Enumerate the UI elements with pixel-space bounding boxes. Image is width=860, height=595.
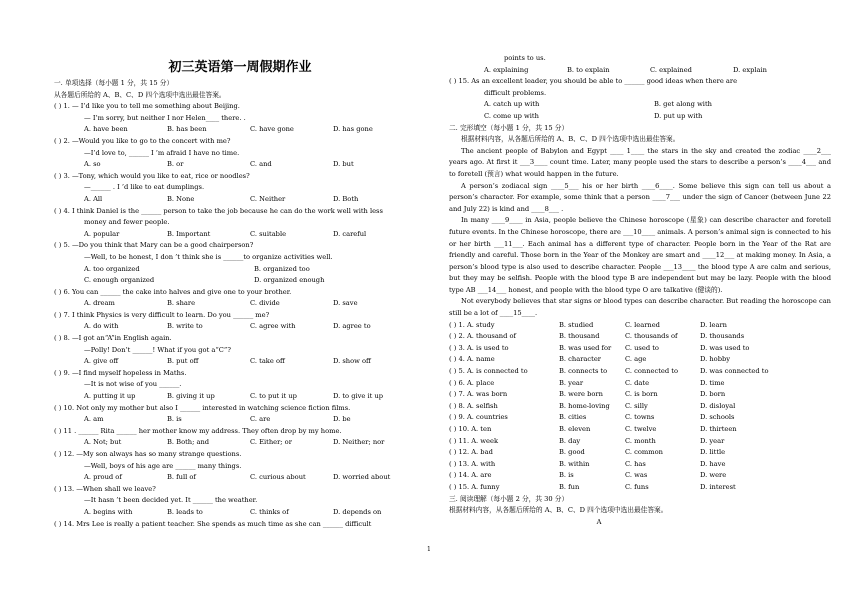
page-number: 1 xyxy=(427,546,431,553)
question-options xyxy=(54,298,426,310)
option: C. used to xyxy=(625,343,659,352)
option: C. take off xyxy=(250,357,285,366)
option: C. common xyxy=(625,448,663,457)
option: A. All xyxy=(84,194,103,203)
option: C. divide xyxy=(250,299,280,308)
question-item xyxy=(54,101,426,136)
question-15-continuation: difficult problems. xyxy=(484,88,547,97)
question-item xyxy=(54,484,426,519)
question-stem: ( ) 5. —Do you think that Mary can be a good chairperson? xyxy=(54,241,254,250)
question-options xyxy=(54,264,426,276)
option: D. organized enough xyxy=(254,276,325,285)
passage-paragraph: A person’s zodiacal sign ____5___ his or her birth ____6____. Some believe this sign can tell us about a person’s character. For example, some think that a person ____7___ under the sign of Cancer (between June 22 and July 22) is kind and ____8___ . xyxy=(449,181,831,213)
question-continuation: —Well, to be honest, I don ’t think she is ______to organize activities well. xyxy=(84,252,333,261)
multiple-choice-list xyxy=(54,101,426,518)
question-item xyxy=(54,240,426,286)
section3-instruction: 根据材料内容，从各题后所给的 A、B、C、D 四个选项中选出最佳答案。 xyxy=(449,506,668,515)
option: D. be xyxy=(333,415,351,424)
option: B. connects to xyxy=(559,367,608,376)
option: B. home-loving xyxy=(559,401,610,410)
section2-instruction: 根据材料内容，从各题后所给的 A、B、C、D 四个选项中选出最佳答案。 xyxy=(461,135,680,144)
option: D. worried about xyxy=(333,473,391,482)
option: B. has been xyxy=(167,125,207,134)
cloze-option-row xyxy=(449,378,831,390)
cloze-option-row xyxy=(449,412,831,424)
option: B. eleven xyxy=(559,425,591,433)
cloze-question: ( ) 8. A. selfish xyxy=(449,401,498,410)
question-stem: ( ) 12. —My son always has so many strange questions. xyxy=(54,450,242,458)
option: C. explained xyxy=(650,65,692,74)
cloze-option-row xyxy=(449,331,831,343)
option: D. were xyxy=(700,471,727,480)
option: B. None xyxy=(167,194,195,203)
cloze-option-row xyxy=(449,366,831,378)
option: B. write to xyxy=(167,322,203,331)
cloze-question: ( ) 12. A. bad xyxy=(449,448,493,457)
option: A. do with xyxy=(84,322,119,331)
question-14-stem: ( ) 14. Mrs Lee is really a patient teacher. She spends as much time as she can ______ difficult xyxy=(54,519,372,528)
option: B. to explain xyxy=(567,65,610,74)
cloze-option-row xyxy=(449,470,831,482)
option: C. Neither xyxy=(250,194,286,203)
option: C. suitable xyxy=(250,229,287,238)
question-continuation: —______ . I ’d like to eat dumplings. xyxy=(84,183,205,192)
question-options xyxy=(54,437,426,449)
cloze-question: ( ) 5. A. is connected to xyxy=(449,367,528,376)
option: D. but xyxy=(333,160,354,169)
option: D. show off xyxy=(333,357,371,366)
cloze-passage xyxy=(449,146,831,320)
option: D. time xyxy=(700,378,725,387)
question-options xyxy=(54,472,426,484)
cloze-question: ( ) 9. A. countries xyxy=(449,413,508,422)
cloze-option-row xyxy=(449,459,831,471)
option: D. learn xyxy=(700,320,727,329)
option: B. cities xyxy=(559,413,587,422)
option: B. is xyxy=(167,415,182,424)
question-14-continuation: points to us. xyxy=(504,54,546,62)
passage-paragraph: Not everybody believes that star signs or blood types can describe character. But reading the horoscope can still be a lot of ____15____. xyxy=(449,297,831,318)
question-stem: ( ) 8. —I got an“A”in English again. xyxy=(54,334,172,343)
section3-part-label: A xyxy=(596,517,602,526)
question-item xyxy=(54,403,426,426)
option: D. hobby xyxy=(700,355,731,364)
option: D. agree to xyxy=(333,322,371,331)
option: A. have been xyxy=(84,125,128,134)
cloze-question: ( ) 6. A. place xyxy=(449,378,495,387)
option: D. born xyxy=(700,390,726,399)
question-stem: ( ) 7. I think Physics is very difficult to learn. Do you ______ me? xyxy=(54,310,270,319)
option: C. Either; or xyxy=(250,438,292,447)
option: C. connected to xyxy=(625,367,678,376)
cloze-question: ( ) 15. A. funny xyxy=(449,482,500,491)
option: C. twelve xyxy=(625,425,657,433)
question-15-stem: ( ) 15. As an excellent leader, you should be able to ______ good ideas when there are xyxy=(449,77,738,86)
option: A. popular xyxy=(84,229,120,238)
option: B. was used for xyxy=(559,343,612,352)
page-title: 初三英语第一周假期作业 xyxy=(168,60,312,75)
option: B. good xyxy=(559,448,585,457)
question-stem: ( ) 11 . ______ Rita ______ her mother know my address. They often drop by my home. xyxy=(54,426,342,435)
cloze-option-row xyxy=(449,482,831,494)
option: D. thousands xyxy=(700,332,745,341)
question-continuation: — I’m sorry, but neither I nor Helen____ there. . xyxy=(84,113,246,122)
option: A. give off xyxy=(84,357,119,366)
option: A. catch up with xyxy=(484,100,540,109)
cloze-question: ( ) 13. A. with xyxy=(449,459,496,468)
question-stem: ( ) 4. I think Daniel is the ______ person to take the job because he can do the work well with less xyxy=(54,206,383,215)
option: D. save xyxy=(333,299,358,308)
question-options xyxy=(54,124,426,136)
question-15-options-row1 xyxy=(449,99,831,111)
option: D. to give it up xyxy=(333,392,384,401)
option: D. was used to xyxy=(700,343,750,352)
option: D. disloyal xyxy=(700,401,736,410)
cloze-question: ( ) 1. A. study xyxy=(449,320,495,329)
option: A. begins with xyxy=(84,507,133,516)
option: D. thirteen xyxy=(700,425,737,433)
question-options xyxy=(54,507,426,519)
option: B. year xyxy=(559,378,584,387)
option: D. little xyxy=(700,448,726,457)
option: B. or xyxy=(167,160,184,169)
option: B. get along with xyxy=(654,100,712,109)
question-item xyxy=(54,171,426,206)
option: C. have gone xyxy=(250,125,294,134)
question-options xyxy=(54,159,426,171)
cloze-question: ( ) 4. A. name xyxy=(449,355,495,364)
cloze-question: ( ) 3. A. is used to xyxy=(449,343,509,352)
cloze-option-row xyxy=(449,447,831,459)
option: C. towns xyxy=(625,413,655,422)
question-options xyxy=(54,356,426,368)
cloze-question: ( ) 11. A. week xyxy=(449,436,499,445)
option: B. full of xyxy=(167,473,196,482)
option: B. thousand xyxy=(559,332,600,341)
left-column xyxy=(54,0,426,530)
option: B. studied xyxy=(559,320,594,329)
question-continuation: —Polly! Don’t ______! What if you got a“C”? xyxy=(84,345,231,354)
option: C. is born xyxy=(625,390,658,399)
option: D. put up with xyxy=(654,111,703,120)
option: B. giving it up xyxy=(167,392,215,401)
option: B. Important xyxy=(167,229,211,238)
option: A. proud of xyxy=(84,473,122,482)
option: D. Both xyxy=(333,194,359,203)
option: C. come up with xyxy=(484,111,539,120)
question-continuation: —Well, boys of his age are ______ many things. xyxy=(84,461,242,470)
question-continuation: —It is not wise of you ______. xyxy=(84,380,182,389)
option: C. are xyxy=(250,415,271,424)
option: B. put off xyxy=(167,357,199,366)
question-item xyxy=(54,287,426,310)
question-item xyxy=(54,206,426,241)
question-stem: ( ) 3. —Tony, which would you like to eat, rice or noodles? xyxy=(54,171,250,180)
option: B. within xyxy=(559,459,590,468)
option: D. was connected to xyxy=(700,367,769,376)
question-continuation: —I’d love to, ______ I ’m afraid I have no time. xyxy=(84,148,240,157)
question-stem: ( ) 6. You can ______ the cake into halves and give one to your brother. xyxy=(54,287,292,296)
option: D. Neither; nor xyxy=(333,438,385,447)
section2-heading: 二. 完形填空（每小题 1 分，共 15 分） xyxy=(449,123,569,132)
option: A. so xyxy=(84,160,101,169)
question-15-options-row2 xyxy=(449,111,831,123)
option: A. dream xyxy=(84,299,115,308)
option: C. thousands of xyxy=(625,332,678,341)
question-stem: ( ) 1. — I’d like you to tell me something about Beijing. xyxy=(54,102,240,111)
option: A. explaining xyxy=(484,65,529,74)
option: C. has xyxy=(625,459,646,468)
question-options xyxy=(54,275,426,287)
question-options xyxy=(54,229,426,241)
option: C. curious about xyxy=(250,473,306,482)
cloze-option-row xyxy=(449,436,831,448)
option: C. silly xyxy=(625,401,648,410)
option: D. explain xyxy=(733,65,767,74)
option: D. has gone xyxy=(333,125,373,134)
question-options xyxy=(54,391,426,403)
question-options xyxy=(54,321,426,333)
option: A. putting it up xyxy=(84,392,136,401)
question-item xyxy=(54,426,426,449)
option: C. learned xyxy=(625,320,660,329)
option: B. Both; and xyxy=(167,438,210,447)
option: A. am xyxy=(84,415,104,424)
question-item xyxy=(54,368,426,403)
option: A. Not; but xyxy=(84,438,122,447)
cloze-option-row xyxy=(449,354,831,366)
section1-instruction: 从各题后所给的 A、B、C、D 四个选项中选出最佳答案。 xyxy=(54,90,226,99)
question-14-options xyxy=(449,65,831,77)
option: C. was xyxy=(625,471,648,480)
cloze-question: ( ) 10. A. ten xyxy=(449,425,492,433)
question-stem: ( ) 2. —Would you like to go to the concert with me? xyxy=(54,136,231,145)
passage-paragraph: In many ____9____ in Asia, people believe the Chinese horoscope (星象) can describe character and foretell future events. In the Chinese horoscope, there are ___10____ animals. A person’s animal sign is connected to his or her birth ___11___. Each animal has a different type of character. People born in the Year of the Rat are friendly and careful. Those born in the Year of the Monkey are smart and ____12___ at making money. In Asia, a person’s blood type is also used to describe character. People ___13____ the blood type A are calm and serious, but they may be selfish. People with the blood type B are independent but may be lazy. People with the blood type AB ___14___ honest, and people with the blood type O are talkative (健谈的). xyxy=(449,216,831,294)
option: C. thinks of xyxy=(250,507,289,516)
option: C. enough organized xyxy=(84,276,155,285)
option: C. age xyxy=(625,355,647,364)
option: C. funs xyxy=(625,482,649,491)
question-options xyxy=(54,414,426,426)
passage-paragraph: The ancient people of Babylon and Egypt ____ 1____ the stars in the sky and created the zodiac ____2___ years ago. At first it ___3____ count time. Later, many people used the stars to describe a person’s ____4___ and to foretell (预言) what would happen in the future. xyxy=(449,146,831,178)
question-item xyxy=(54,333,426,368)
option: D. careful xyxy=(333,229,367,238)
option: B. character xyxy=(559,355,601,364)
question-stem: ( ) 9. —I find myself hopeless in Maths. xyxy=(54,368,187,377)
question-item xyxy=(54,310,426,333)
option: B. share xyxy=(167,299,196,308)
option: B. fun xyxy=(559,482,580,491)
cloze-options-list xyxy=(449,320,831,494)
option: A. too organized xyxy=(84,264,140,273)
option: C. and xyxy=(250,160,272,169)
cloze-question: ( ) 2. A. thousand of xyxy=(449,332,517,341)
option: C. month xyxy=(625,436,656,445)
section1-heading: 一. 单项选择（每小题 1 分，共 15 分） xyxy=(54,79,174,87)
section3-heading: 三. 阅读理解（每小题 2 分，共 30 分） xyxy=(449,494,569,503)
option: B. day xyxy=(559,436,581,445)
option: B. leads to xyxy=(167,507,203,516)
cloze-option-row xyxy=(449,320,831,332)
question-continuation: money and fewer people. xyxy=(84,218,170,227)
option: D. schools xyxy=(700,413,735,422)
question-options xyxy=(54,194,426,206)
option: B. is xyxy=(559,471,574,480)
option: D. interest xyxy=(700,482,736,491)
cloze-question: ( ) 14. A. are xyxy=(449,471,492,480)
right-column xyxy=(449,0,831,528)
option: D. depends on xyxy=(333,507,382,516)
option: C. to put it up xyxy=(250,392,297,401)
cloze-option-row xyxy=(449,389,831,401)
option: B. were born xyxy=(559,390,603,399)
question-continuation: —It hasn ’t been decided yet. It ______ the weather. xyxy=(84,496,258,505)
cloze-option-row xyxy=(449,343,831,355)
cloze-question: ( ) 7. A. was born xyxy=(449,390,508,399)
option: B. organized too xyxy=(254,264,310,273)
cloze-option-row xyxy=(449,424,831,436)
question-stem: ( ) 10. Not only my mother but also I ______ interested in watching science fiction films. xyxy=(54,403,351,412)
cloze-option-row xyxy=(449,401,831,413)
question-stem: ( ) 13. —When shall we leave? xyxy=(54,484,156,493)
option: D. have xyxy=(700,459,726,468)
question-item xyxy=(54,449,426,484)
option: D. year xyxy=(700,436,725,445)
question-item xyxy=(54,136,426,171)
option: C. agree with xyxy=(250,322,296,331)
option: C. date xyxy=(625,378,650,387)
